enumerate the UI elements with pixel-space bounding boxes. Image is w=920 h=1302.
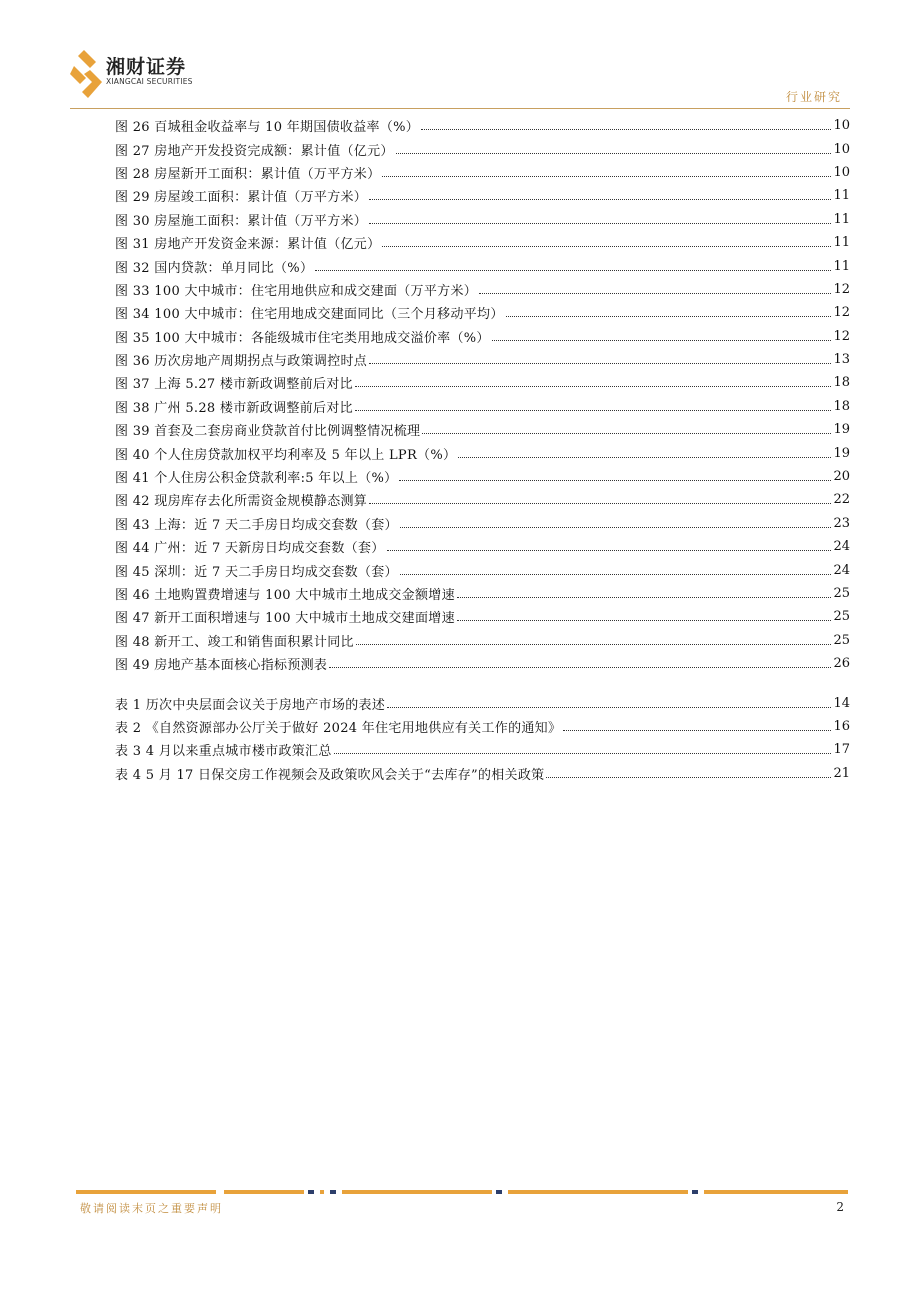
toc-table-entry[interactable] — [115, 762, 850, 785]
toc-dot-leader — [546, 777, 831, 778]
toc-figure-entry[interactable] — [115, 231, 850, 254]
toc-entry-page: 10 — [833, 141, 850, 157]
toc-dot-leader — [387, 707, 831, 708]
toc-figure-entry[interactable] — [115, 395, 850, 418]
toc-entry-page: 26 — [833, 656, 850, 672]
toc-entry-page: 13 — [833, 352, 850, 368]
toc-figure-entry[interactable] — [115, 254, 850, 277]
xiangcai-logo-icon — [70, 48, 104, 100]
toc-dot-leader — [355, 386, 832, 387]
toc-entry-title: 图 46 土地购置费增速与 100 大中城市土地成交金额增速 — [115, 588, 455, 603]
toc-entry-title: 图 29 房屋竣工面积：累计值（万平方米） — [115, 190, 368, 206]
toc-figure-entry[interactable] — [115, 605, 850, 628]
toc-dot-leader — [400, 527, 832, 528]
toc-dot-leader — [421, 129, 831, 130]
toc-entry-page: 11 — [833, 188, 850, 204]
toc-entry-page: 18 — [833, 375, 850, 391]
toc-entry-title: 图 49 房地产基本面核心指标预测表 — [115, 658, 328, 674]
footer-decorative-bar — [76, 1190, 848, 1194]
toc-dot-leader — [422, 433, 831, 434]
figure-list — [115, 114, 850, 675]
toc-entry-page: 21 — [833, 765, 850, 781]
toc-entry-title: 图 32 国内贷款：单月同比（%） — [115, 260, 314, 276]
toc-entry-page: 18 — [833, 398, 850, 414]
toc-entry-page: 25 — [833, 586, 850, 601]
toc-figure-entry[interactable] — [115, 278, 850, 301]
toc-entry-page: 12 — [833, 328, 850, 344]
toc-entry-title: 图 31 房地产开发资金来源：累计值（亿元） — [115, 237, 381, 253]
toc-table-entry[interactable] — [115, 738, 850, 761]
toc-dot-leader — [563, 730, 831, 731]
toc-entry-page: 16 — [833, 718, 850, 734]
toc-entry-page: 10 — [833, 164, 850, 180]
toc-entry-title: 图 35 100 大中城市：各能级城市住宅类用地成交溢价率（%） — [115, 330, 490, 346]
toc-figure-entry[interactable] — [115, 558, 850, 581]
toc-entry-title: 图 37 上海 5.27 楼市新政调整前后对比 — [115, 377, 353, 393]
toc-dot-leader — [396, 153, 832, 154]
toc-dot-leader — [506, 316, 832, 317]
toc-entry-title: 图 28 房屋新开工面积：累计值（万平方米） — [115, 166, 381, 182]
toc-figure-entry[interactable] — [115, 418, 850, 441]
toc-entry-title: 图 30 房屋施工面积：累计值（万平方米） — [115, 213, 368, 229]
toc-dot-leader — [479, 293, 831, 294]
toc-entry-title: 图 33 100 大中城市：住宅用地供应和成交建面（万平方米） — [115, 283, 478, 299]
page-number: 2 — [836, 1200, 844, 1214]
toc-entry-title: 图 45 深圳：近 7 天二手房日均成交套数（套） — [115, 564, 398, 580]
list-gap — [115, 675, 850, 691]
toc-entry-page: 19 — [833, 445, 850, 461]
toc-figure-entry[interactable] — [115, 441, 850, 464]
toc-dot-leader — [334, 753, 832, 754]
toc-dot-leader — [382, 246, 831, 247]
toc-table-entry[interactable] — [115, 691, 850, 714]
toc-entry-title: 表 1 历次中央层面会议关于房地产市场的表述 — [115, 697, 386, 713]
toc-figure-entry[interactable] — [115, 488, 850, 511]
toc-entry-title: 图 39 首套及二套房商业贷款首付比例调整情况梳理 — [115, 424, 421, 440]
toc-entry-title: 图 41 个人住房公积金贷款利率:5 年以上（%） — [115, 471, 398, 487]
toc-figure-entry[interactable] — [115, 582, 850, 605]
toc-entry-title: 图 47 新开工面积增速与 100 大中城市土地成交建面增速 — [115, 611, 455, 627]
toc-entry-page: 17 — [833, 742, 850, 758]
toc-figure-entry[interactable] — [115, 325, 850, 348]
disclaimer-note: 敬请阅读末页之重要声明 — [80, 1202, 223, 1215]
toc-entry-page: 20 — [833, 469, 850, 485]
toc-entry-title: 图 34 100 大中城市：住宅用地成交建面同比（三个月移动平均） — [115, 307, 504, 323]
toc-figure-entry[interactable] — [115, 512, 850, 535]
toc-entry-page: 22 — [833, 492, 850, 508]
toc-entry-page: 25 — [833, 609, 850, 625]
toc-entry-title: 表 3 4 月以来重点城市楼市政策汇总 — [115, 744, 332, 760]
toc-figure-entry[interactable] — [115, 301, 850, 324]
toc-entry-page: 11 — [833, 211, 850, 227]
table-list — [115, 691, 850, 785]
toc-figure-entry[interactable] — [115, 208, 850, 231]
toc-figure-entry[interactable] — [115, 652, 850, 675]
toc-dot-leader — [369, 503, 831, 504]
toc-entry-title: 表 4 5 月 17 日保交房工作视频会及政策吹风会关于“去库存”的相关政策 — [115, 767, 545, 783]
toc-entry-page: 14 — [833, 695, 850, 711]
toc-entry-page: 11 — [833, 235, 850, 251]
toc-entry-page: 25 — [833, 632, 850, 648]
toc-entry-title: 图 43 上海：近 7 天二手房日均成交套数（套） — [115, 517, 398, 533]
toc-dot-leader — [387, 550, 832, 551]
toc-dot-leader — [457, 597, 832, 598]
toc-figure-entry[interactable] — [115, 348, 850, 371]
toc-figure-entry[interactable] — [115, 535, 850, 558]
toc-dot-leader — [457, 620, 832, 621]
toc-entry-title: 图 40 个人住房贷款加权平均利率及 5 年以上 LPR（%） — [115, 447, 457, 463]
toc-entry-title: 图 27 房地产开发投资完成额：累计值（亿元） — [115, 143, 394, 159]
toc-entry-page: 24 — [833, 539, 850, 555]
company-logo — [70, 48, 200, 100]
toc-figure-entry[interactable] — [115, 371, 850, 394]
toc-figure-entry[interactable] — [115, 629, 850, 652]
toc-dot-leader — [355, 410, 832, 411]
toc-dot-leader — [382, 176, 831, 177]
toc-dot-leader — [315, 270, 831, 271]
toc-entry-title: 图 36 历次房地产周期拐点与政策调控时点 — [115, 354, 368, 370]
brand-name-en: XIANGCAI SECURITIES — [106, 77, 193, 86]
toc-dot-leader — [356, 644, 832, 645]
toc-entry-title: 图 38 广州 5.28 楼市新政调整前后对比 — [115, 400, 353, 416]
toc-figure-entry[interactable] — [115, 114, 850, 137]
toc-dot-leader — [400, 574, 832, 575]
toc-entry-page: 11 — [833, 258, 850, 274]
toc-dot-leader — [399, 480, 831, 481]
toc-entry-page: 10 — [833, 118, 850, 134]
brand-name-cn: 湘财证券 — [106, 56, 187, 78]
toc-entry-page: 23 — [833, 515, 850, 531]
toc-figure-entry[interactable] — [115, 161, 850, 184]
toc-entry-title: 图 48 新开工、竣工和销售面积累计同比 — [115, 634, 354, 650]
header-divider — [70, 108, 850, 109]
table-of-contents — [115, 114, 850, 785]
toc-figure-entry[interactable] — [115, 137, 850, 160]
toc-entry-title: 图 26 百城租金收益率与 10 年期国债收益率（%） — [115, 120, 420, 136]
toc-entry-title: 图 44 广州：近 7 天新房日均成交套数（套） — [115, 541, 385, 557]
toc-dot-leader — [369, 363, 831, 364]
section-label: 行业研究 — [785, 90, 842, 104]
toc-entry-page: 24 — [833, 562, 850, 578]
toc-figure-entry[interactable] — [115, 184, 850, 207]
toc-figure-entry[interactable] — [115, 465, 850, 488]
toc-dot-leader — [329, 667, 831, 668]
toc-dot-leader — [369, 199, 831, 200]
toc-dot-leader — [458, 457, 831, 458]
toc-entry-page: 19 — [833, 422, 850, 438]
page-header — [0, 0, 920, 110]
toc-entry-title: 图 42 现房库存去化所需资金规模静态测算 — [115, 494, 368, 510]
toc-entry-title: 表 2 《自然资源部办公厅关于做好 2024 年住宅用地供应有关工作的通知》 — [115, 720, 562, 736]
toc-dot-leader — [492, 340, 832, 341]
toc-entry-page: 12 — [833, 305, 850, 321]
toc-entry-page: 12 — [833, 281, 850, 297]
toc-dot-leader — [369, 223, 831, 224]
toc-table-entry[interactable] — [115, 715, 850, 738]
